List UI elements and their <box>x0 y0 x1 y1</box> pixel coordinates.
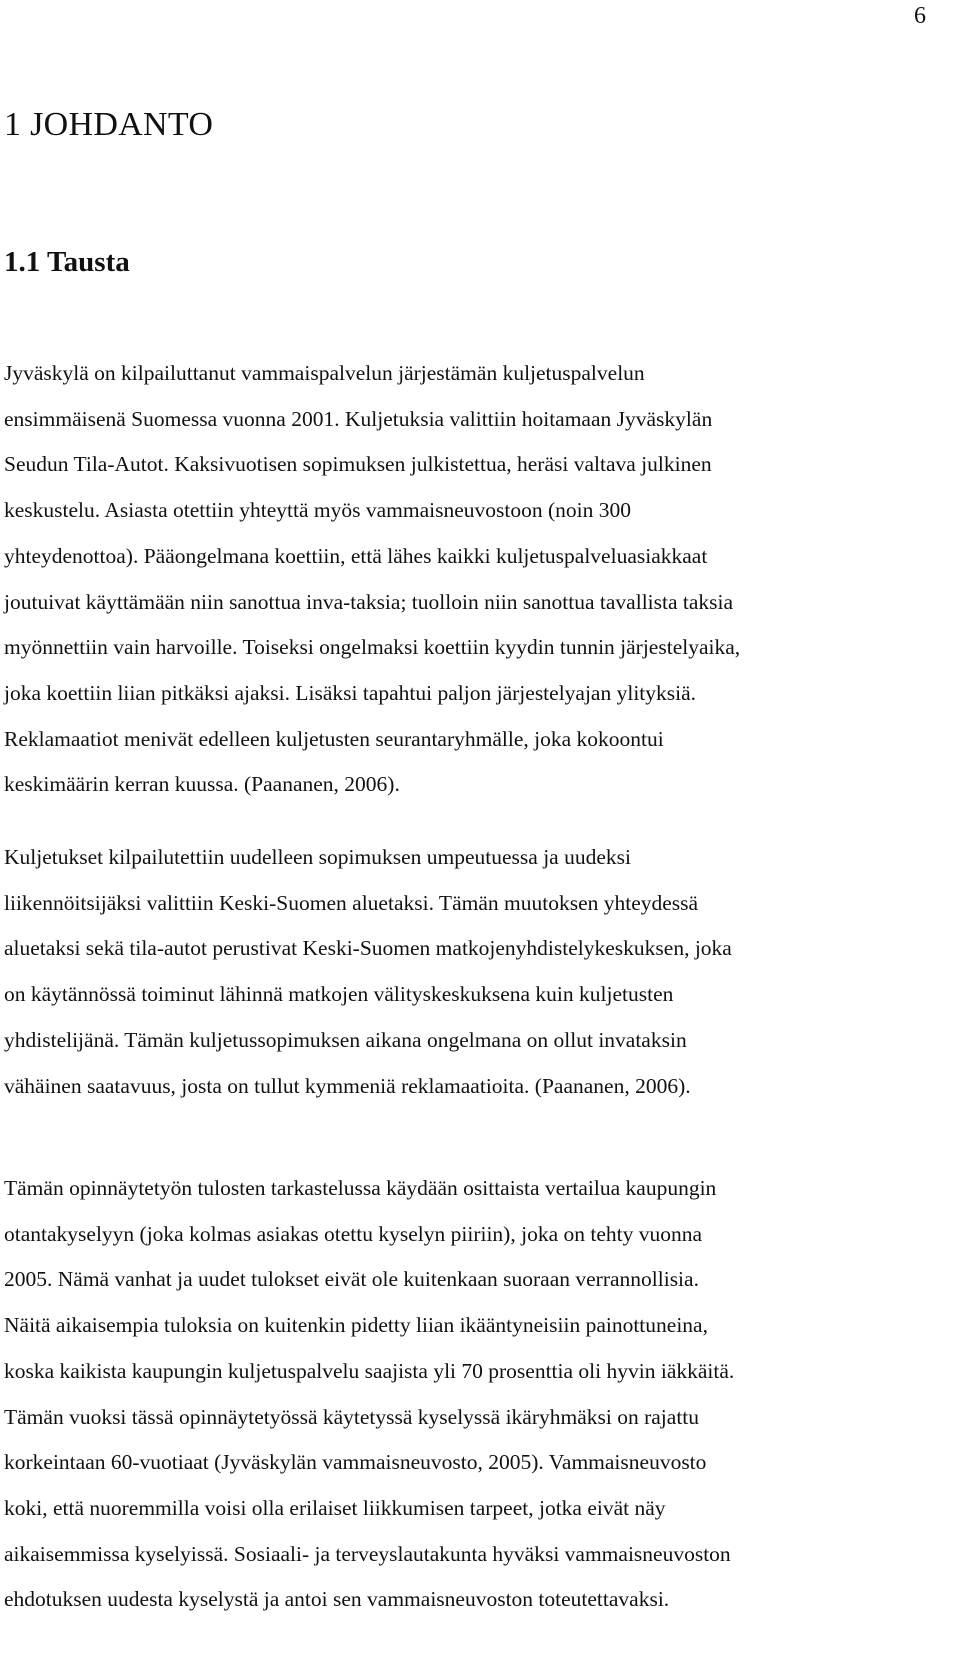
text-line: liikennöitsijäksi valittiin Keski-Suomen aluetaksi. Tämän muutoksen yhteydessä <box>4 890 699 915</box>
text-line: myönnettiin vain harvoille. Toiseksi ongelmaksi koettiin kyydin tunnin järjestelyaika, <box>4 635 741 660</box>
text-line: korkeintaan 60-vuotiaat (Jyväskylän vammaisneuvosto, 2005). Vammaisneuvosto <box>4 1450 707 1475</box>
text-line: ehdotuksen uudesta kyselystä ja antoi sen vammaisneuvoston toteutettavaksi. <box>4 1587 670 1612</box>
text-line: aluetaksi sekä tila-autot perustivat Keski-Suomen matkojenyhdistelykeskuksen, joka <box>4 936 732 961</box>
paragraph-3 <box>4 1166 949 1623</box>
text-line: Reklamaatiot menivät edelleen kuljetusten seurantaryhmälle, joka kokoontui <box>4 726 664 751</box>
text-line: koska kaikista kaupungin kuljetuspalvelu saajista yli 70 prosenttia oli hyvin iäkkäitä. <box>4 1358 735 1383</box>
text-line: 2005. Nämä vanhat ja uudet tulokset eivät ole kuitenkaan suoraan verrannollisia. <box>4 1267 699 1292</box>
text-line: joka koettiin liian pitkäksi ajaksi. Lisäksi tapahtui paljon järjestelyajan ylityksiä. <box>4 680 697 705</box>
text-line: yhdistelijänä. Tämän kuljetussopimuksen aikana ongelmana on ollut invataksin <box>4 1027 687 1052</box>
chapter-heading: 1 JOHDANTO <box>4 106 214 143</box>
text-line: Tämän opinnäytetyön tulosten tarkastelussa käydään osittaista vertailua kaupungin <box>4 1176 717 1200</box>
text-line: Seudun Tila-Autot. Kaksivuotisen sopimuksen julkistettua, heräsi valtava julkinen <box>4 452 712 477</box>
text-line: yhteydenottoa). Pääongelmana koettiin, että lähes kaikki kuljetuspalveluasiakkaat <box>4 543 708 568</box>
text-line: Tämän vuoksi tässä opinnäytetyössä käytetyssä kyselyssä ikäryhmäksi on rajattu <box>4 1404 700 1429</box>
paragraph-2 <box>4 835 949 1109</box>
section-heading: 1.1 Tausta <box>4 246 130 278</box>
text-line: Kuljetukset kilpailutettiin uudelleen sopimuksen umpeutuessa ja uudeksi <box>4 845 631 869</box>
paragraph-1 <box>4 351 949 808</box>
text-line: vähäinen saatavuus, josta on tullut kymmeniä reklamaatioita. (Paananen, 2006). <box>4 1073 691 1098</box>
text-line: keskimäärin kerran kuussa. (Paananen, 2006). <box>4 772 400 797</box>
text-line: Näitä aikaisempia tuloksia on kuitenkin pidetty liian ikääntyneisiin painottuneina, <box>4 1313 708 1338</box>
text-line: aikaisemmissa kyselyissä. Sosiaali- ja terveyslautakunta hyväksi vammaisneuvoston <box>4 1541 731 1566</box>
text-line: ensimmäisenä Suomessa vuonna 2001. Kuljetuksia valittiin hoitamaan Jyväskylän <box>4 406 713 431</box>
text-line: koki, että nuoremmilla voisi olla erilaiset liikkumisen tarpeet, jotka eivät näy <box>4 1495 666 1520</box>
page-number: 6 <box>914 3 926 29</box>
text-line: Jyväskylä on kilpailuttanut vammaispalvelun järjestämän kuljetuspalvelun <box>4 361 645 385</box>
text-line: keskustelu. Asiasta otettiin yhteyttä myös vammaisneuvostoon (noin 300 <box>4 498 632 523</box>
text-line: joutuivat käyttämään niin sanottua inva-taksia; tuolloin niin sanottua tavallista taksia <box>4 589 734 614</box>
text-line: otantakyselyyn (joka kolmas asiakas otettu kyselyn piiriin), joka on tehty vuonna <box>4 1221 703 1246</box>
text-line: on käytännössä toiminut lähinnä matkojen välityskeskuksena kuin kuljetusten <box>4 982 674 1007</box>
